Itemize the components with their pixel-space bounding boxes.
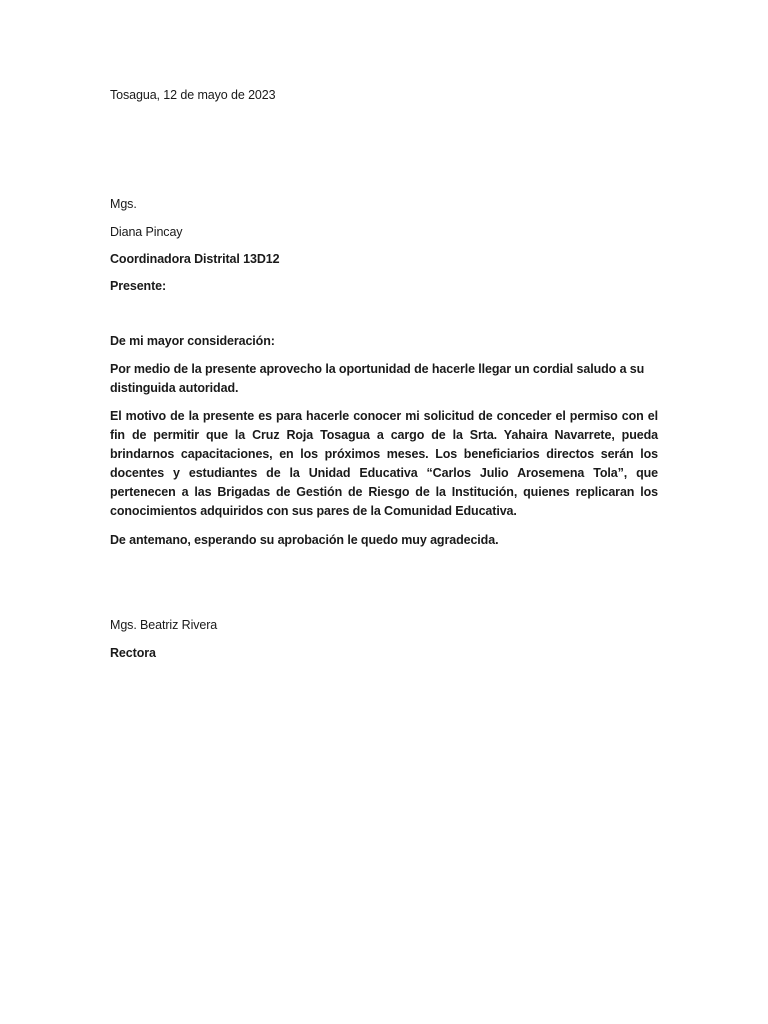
date-line: Tosagua, 12 de mayo de 2023 xyxy=(110,88,276,102)
paragraph-intro: Por medio de la presente aprovecho la oportunidad de hacerle llegar un cordial saludo a su distinguida autoridad. xyxy=(110,362,645,395)
recipient-name: Diana Pincay xyxy=(110,225,183,239)
recipient-title: Mgs. xyxy=(110,197,137,211)
signature-role: Rectora xyxy=(110,646,156,660)
paragraph-request: El motivo de la presente es para hacerle conocer mi solicitud de conceder el permiso con el fin de permitir que la Cruz Roja Tosagua a cargo de la Srta. Yahaira Navarrete, pueda brindarnos capacitaciones, en los próximos meses. Los beneficiarios directos serán los docentes y estudiantes de la Unidad Educativa “Carlos Julio Arosemena Tola”, que pertenecen a las Brigadas de Gestión de Riesgo de la Institución, quienes replicaran los conocimientos adquiridos con sus pares de la Comunidad Educativa. xyxy=(110,409,658,518)
salutation: De mi mayor consideración: xyxy=(110,334,275,348)
signature-name: Mgs. Beatriz Rivera xyxy=(110,618,218,632)
presente-label: Presente: xyxy=(110,279,167,293)
recipient-position: Coordinadora Distrital 13D12 xyxy=(110,252,280,266)
closing-line: De antemano, esperando su aprobación le quedo muy agradecida. xyxy=(110,533,499,547)
